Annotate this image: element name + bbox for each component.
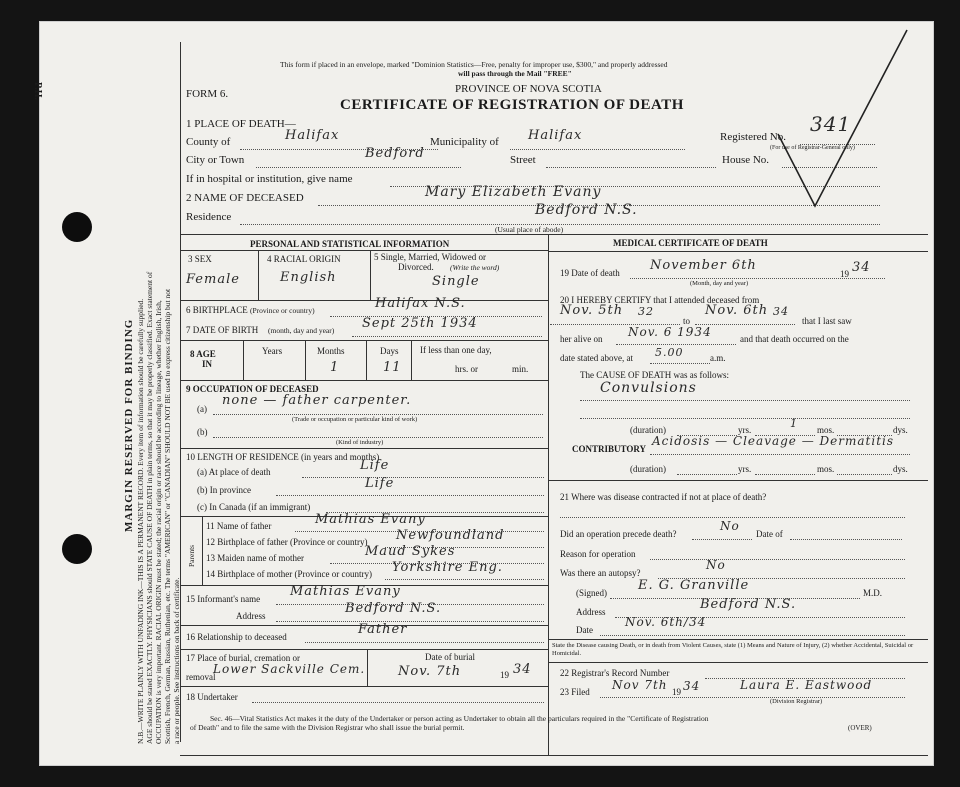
registered-no-value: 341 — [810, 112, 852, 136]
filed-value: Nov 7th — [612, 678, 668, 692]
burial-date-value: Nov. 7th — [398, 664, 462, 679]
mother-value: Maud Sykes — [365, 544, 456, 559]
contracted-question: 21 Where was disease contracted if not at place of death? — [560, 492, 767, 502]
operation-date-label: Date of — [756, 529, 783, 539]
age-label: 8 AGE — [190, 349, 216, 359]
cause-label: The CAUSE OF DEATH was as follows: — [580, 370, 729, 380]
less-than-day-label: If less than one day, — [420, 345, 492, 355]
status-label-2: Divorced. — [398, 262, 434, 272]
days-label: Days — [380, 346, 399, 356]
personal-heading: PERSONAL AND STATISTICAL INFORMATION — [250, 239, 450, 249]
mail-notice-free: will pass through the Mail "FREE" — [458, 69, 572, 78]
attended-from-year: 32 — [638, 305, 654, 318]
industry-note: (Kind of industry) — [336, 439, 384, 446]
violence-note: State the Disease causing Death, or in death from Violent Causes, state (1) Means and Nature of Injury, (2) whether Accidental, Suicidal or Homicidal. — [552, 642, 914, 657]
burial-year-value: 34 — [513, 662, 532, 677]
status-note: (Write the word) — [450, 263, 500, 272]
years-label: Years — [262, 346, 283, 356]
res-province-value: Life — [365, 476, 395, 491]
md-label: M.D. — [863, 588, 883, 598]
father-birthplace-label: 12 Birthplace of father (Province or country) — [206, 537, 368, 547]
county-value: Halifax — [285, 128, 340, 143]
form-number: FORM 6. — [186, 88, 229, 100]
death-year-value: 34 — [852, 260, 871, 275]
margin-note-1: N.B.—WRITE PLAINLY WITH UNFADING INK—THIS IS A PERMANENT RECORD. Every item of information should be carefully supplied. — [136, 298, 145, 744]
occupation-label: 9 OCCUPATION OF DECEASED — [186, 384, 319, 394]
dob-value: Sept 25th 1934 — [362, 316, 478, 331]
cause-value: Convulsions — [600, 380, 697, 396]
undertaker-label: 18 Undertaker — [186, 692, 238, 702]
certificate-paper — [32, 22, 933, 765]
attended-to-year: 34 — [773, 305, 789, 318]
parents-side-label: Parents — [187, 544, 196, 567]
alive-date-value: Nov. 6 1934 — [628, 325, 712, 339]
signed-label: (Signed) — [576, 588, 607, 598]
age-months-value: 1 — [330, 360, 340, 375]
burial-date-label: Date of burial — [425, 652, 475, 662]
mail-notice: This form if placed in an envelope, marked "Dominion Statistics—Free, penalty for improper use, $300," and properly addressed — [280, 60, 668, 69]
punch-hole-top — [62, 212, 92, 242]
province-heading: PROVINCE OF NOVA SCOTIA — [455, 83, 602, 95]
date-stated-label: date stated above, at — [560, 353, 633, 363]
birthplace-value: Halifax N.S. — [375, 296, 466, 311]
relationship-label: 16 Relationship to deceased — [186, 632, 287, 642]
informant-label: 15 Informant's name — [186, 594, 261, 604]
physician-date-value: Nov. 6th/34 — [625, 615, 707, 629]
am-label: a.m. — [710, 353, 726, 363]
margin-binding-label: MARGIN RESERVED FOR BINDING — [123, 318, 135, 532]
death-date-note: (Month, day and year) — [690, 280, 749, 287]
attended-to-label: to — [683, 316, 691, 326]
check-mark-icon — [775, 22, 915, 212]
father-label: 11 Name of father — [206, 521, 272, 531]
residence-length-label: 10 LENGTH OF RESIDENCE (in years and months) — [186, 452, 380, 462]
registrar-general-note: (For use of Registrar-General only) — [770, 145, 855, 151]
mother-birthplace-value: Yorkshire Eng. — [392, 560, 503, 575]
burial-place-value: Lower Sackville Cem. — [213, 662, 366, 676]
attended-to-value: Nov. 6th — [705, 303, 769, 318]
attended-from-value: Nov. 5th — [560, 303, 624, 318]
occupation-b-label: (b) — [197, 427, 208, 437]
dob-label: 7 DATE OF BIRTH — [186, 325, 259, 335]
death-date-label: 19 Date of death — [560, 268, 620, 278]
mother-label: 13 Maiden name of mother — [206, 553, 304, 563]
house-no-label: House No. — [722, 154, 770, 166]
margin-rule — [180, 42, 181, 742]
father-birthplace-value: Newfoundland — [396, 528, 505, 543]
footer-act-text-2: of Death" and to file the same with the Division Registrar who shall issue the burial permit. — [190, 723, 465, 732]
filed-year-prefix: 19 — [672, 687, 681, 697]
contributory-value: Acidosis — Cleavage — Dermatitis — [652, 434, 895, 448]
county-label: County of — [186, 136, 231, 148]
occupation-a-label: (a) — [197, 404, 207, 414]
physician-address-label: Address — [576, 607, 606, 617]
racial-value: English — [280, 270, 337, 285]
cause-duration-label: (duration) — [630, 425, 666, 435]
min-label: min. — [512, 364, 529, 374]
burial-place-label: 17 Place of burial, cremation or — [186, 653, 300, 663]
contributory-label: CONTRIBUTORY — [572, 444, 647, 454]
res-province-label: (b) In province — [197, 485, 251, 495]
medical-heading: MEDICAL CERTIFICATE OF DEATH — [613, 238, 768, 248]
deceased-name-label: 2 NAME OF DECEASED — [186, 192, 304, 204]
filed-label: 23 Filed — [560, 687, 590, 697]
operation-value: No — [720, 519, 740, 533]
place-label: 1 PLACE OF DEATH— — [186, 118, 296, 130]
racial-label: 4 RACIAL ORIGIN — [267, 254, 341, 264]
operation-label: Did an operation precede death? — [560, 529, 677, 539]
punch-hole-bottom — [62, 534, 92, 564]
street-label: Street — [510, 154, 536, 166]
signed-value: E. G. Granville — [638, 578, 750, 593]
res-canada-label: (c) In Canada (if an immigrant) — [197, 502, 311, 512]
contrib-duration-label: (duration) — [630, 464, 666, 474]
occupation-value: none — father carpenter. — [222, 393, 412, 408]
registered-no-label: Registered No. — [720, 131, 786, 143]
residence-value: Bedford N.S. — [535, 202, 638, 218]
dob-note: (month, day and year) — [268, 326, 335, 335]
death-date-value: November 6th — [650, 258, 757, 273]
status-label: 5 Single, Married, Widowed or — [374, 252, 486, 262]
cause-yrs-label: yrs. — [738, 425, 752, 435]
physician-address-value: Bedford N.S. — [700, 597, 797, 612]
father-value: Mathias Evany — [315, 512, 426, 527]
birthplace-label: 6 BIRTHPLACE — [186, 305, 248, 315]
death-year-prefix: 19 — [840, 269, 849, 279]
birthplace-note: (Province or country) — [250, 306, 315, 315]
filed-year-value: 34 — [683, 679, 701, 693]
contrib-dys-label: dys. — [893, 464, 908, 474]
hospital-label: If in hospital or institution, give name — [186, 173, 353, 185]
abode-note: (Usual place of abode) — [495, 225, 564, 234]
occurred-label: and that death occurred on the — [740, 334, 849, 344]
age-days-value: 11 — [383, 360, 402, 375]
informant-value: Mathias Evany — [290, 584, 401, 599]
autopsy-value: No — [706, 558, 726, 572]
margin-note-4: Scottish, French, German, Russian, Ruthenian, etc. The terms "AMERICAN" or "CANADIAN" SHOULD NOT BE used to express citizenship but not — [163, 288, 172, 744]
footer-over: (OVER) — [848, 724, 872, 732]
status-value: Single — [432, 274, 480, 289]
sex-value: Female — [186, 272, 240, 287]
reason-label: Reason for operation — [560, 549, 636, 559]
burial-removal-label: removal — [186, 672, 216, 682]
contrib-yrs-label: yrs. — [738, 464, 752, 474]
registrar-note: (Division Registrar) — [770, 698, 823, 705]
relationship-value: Father — [358, 622, 408, 637]
alive-label: her alive on — [560, 334, 603, 344]
occupation-note: (Trade or occupation or particular kind of work) — [292, 416, 418, 423]
sex-label: 3 SEX — [188, 254, 212, 264]
record-number-label: 22 Registrar's Record Number — [560, 668, 670, 678]
margin-note-5: a race or people. See instructions on back of certificate. — [172, 577, 181, 744]
margin-note-2: AGE should be stated EXACTLY. PHYSICIANS should STATE CAUSE OF DEATH in plain terms, so that it may be properly classified. Exact statement of — [145, 271, 154, 744]
residence-label: Residence — [186, 211, 232, 223]
contrib-mos-label: mos. — [817, 464, 835, 474]
res-place-label: (a) At place of death — [197, 467, 271, 477]
cause-dys-label: dys. — [893, 425, 908, 435]
certificate-title: CERTIFICATE OF REGISTRATION OF DEATH — [340, 97, 684, 113]
autopsy-label: Was there an autopsy? — [560, 568, 641, 578]
burial-year-prefix: 19 — [500, 670, 509, 680]
months-label: Months — [317, 346, 345, 356]
age-label-in: IN — [202, 359, 213, 369]
hrs-label: hrs. or — [455, 364, 478, 374]
informant-address-label: Address — [236, 611, 266, 621]
footer-act-text: Sec. 46—Vital Statistics Act makes it the duty of the Undertaker or person acting as Undertaker to obtain all the particulars required in the "Certificate of Registration — [210, 714, 709, 723]
cause-mos-value: 1 — [790, 417, 798, 430]
res-place-value: Life — [360, 458, 390, 473]
corner-mark: P.H. — [32, 82, 43, 100]
death-time-value: 5.00 — [655, 346, 684, 359]
city-label: City or Town — [186, 154, 245, 166]
last-saw-label: that I last saw — [802, 316, 852, 326]
cause-mos-label: mos. — [817, 425, 835, 435]
certify-label: 20 I HEREBY CERTIFY that I attended deceased from — [560, 295, 760, 305]
informant-address-value: Bedford N.S. — [345, 601, 442, 616]
municipality-label: Municipality of — [430, 136, 499, 148]
municipality-value: Halifax — [528, 128, 583, 143]
physician-date-label: Date — [576, 625, 593, 635]
registrar-signature: Laura E. Eastwood — [740, 678, 873, 692]
mother-birthplace-label: 14 Birthplace of mother (Province or country) — [206, 569, 372, 579]
deceased-name-value: Mary Elizabeth Evany — [425, 184, 602, 200]
margin-note-3: OCCUPATION is very important. RACIAL ORIGIN must be stated; the racial origin or race should be according to lineage, whether English, Irish, — [154, 300, 163, 744]
city-value: Bedford — [365, 146, 425, 161]
